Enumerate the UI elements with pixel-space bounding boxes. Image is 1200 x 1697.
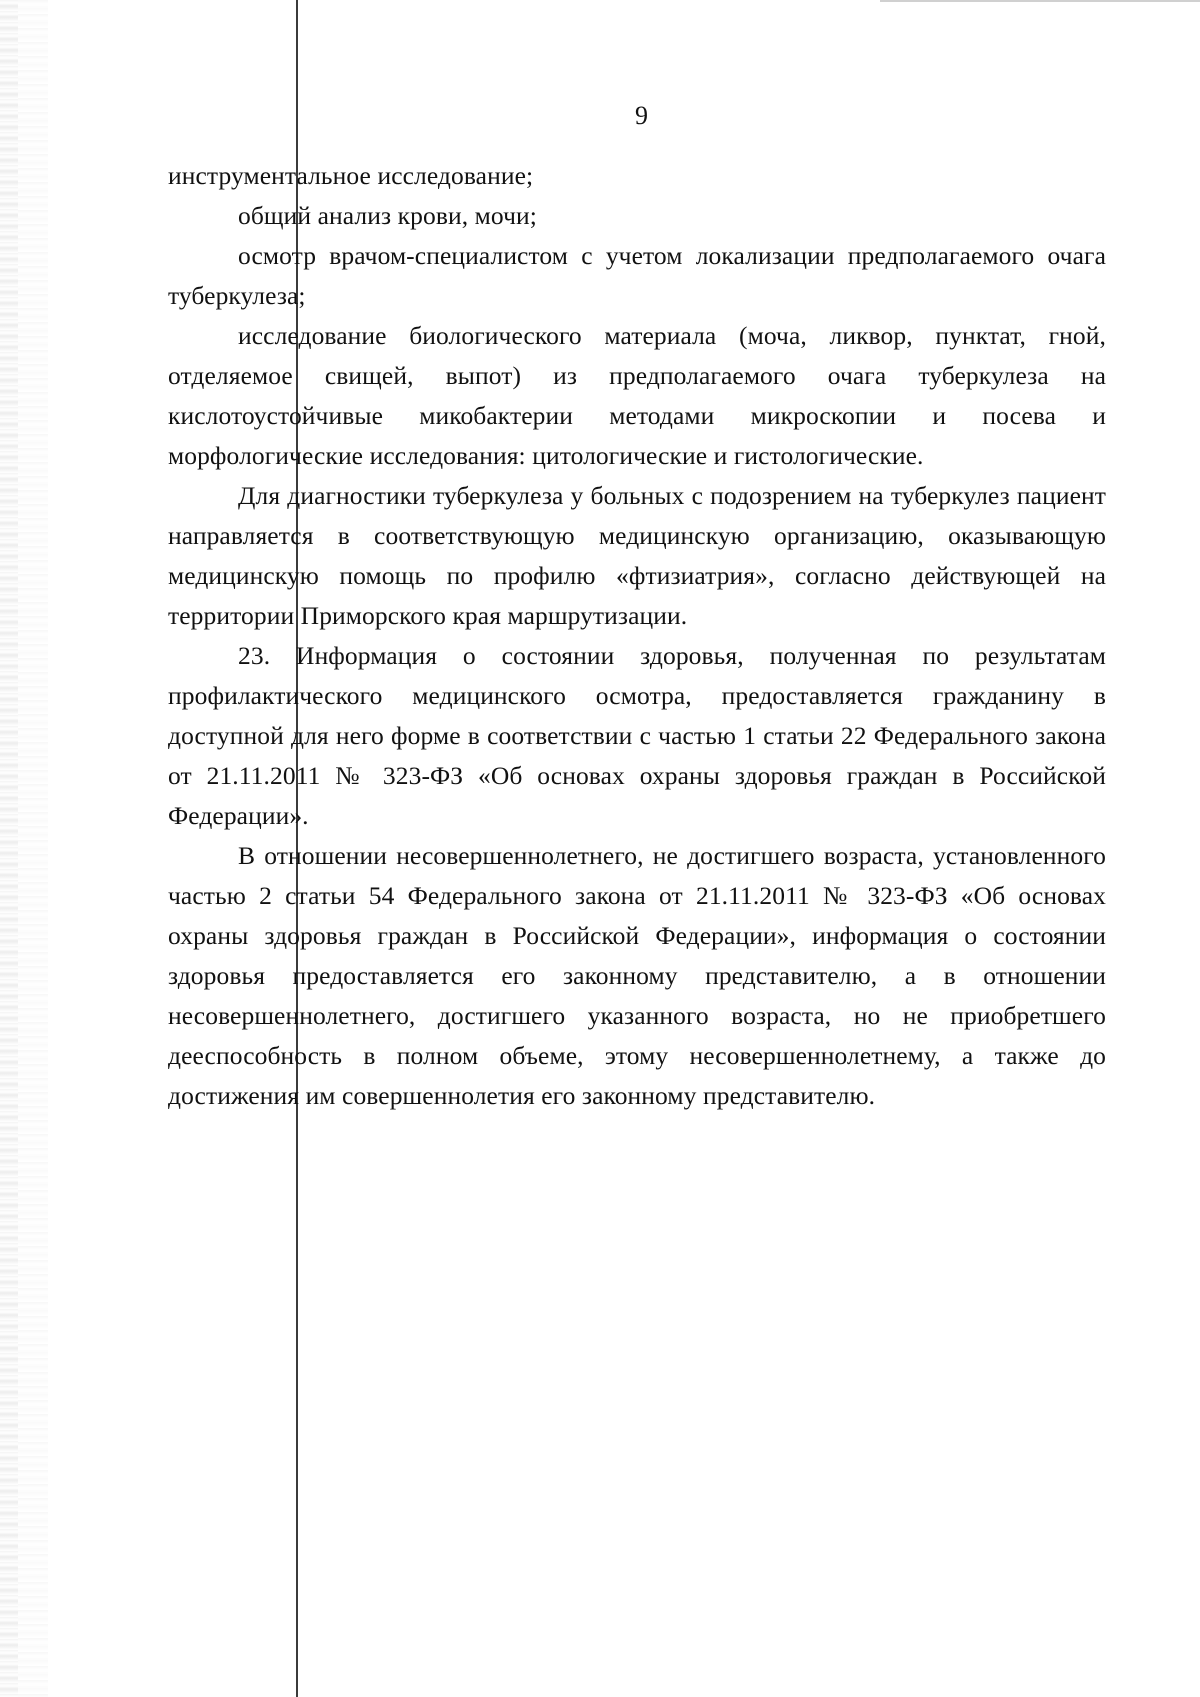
- paragraph-tuberculosis-diagnostics: Для диагностики туберкулеза у больных с подозрением на туберкулез пациент направляется в соответствующую медицинскую организацию, оказывающую медицинскую помощь по профилю «фтизиатрия», согласно действующей на территории Приморского края маршрутизации.: [168, 481, 1106, 630]
- scan-top-edge: [880, 0, 1200, 2]
- page-number: 9: [635, 101, 648, 130]
- paragraph-instrumental-study: инструментальное исследование;: [168, 161, 534, 190]
- paragraph-blood-urine-analysis: общий анализ крови, мочи;: [238, 201, 537, 230]
- paragraph-minor-health-information: В отношении несовершеннолетнего, не достигшего возраста, установленного частью 2 статьи 54 Федерального закона от 21.11.2011 № 323-ФЗ «Об основах охраны здоровья граждан в Российской Федерации», информация о состоянии здоровья предоставляется его законному представителю, а в отношении несовершеннолетнего, достигшего указанного возраста, но не приобретшего дееспособность в полном объеме, этому несовершеннолетнему, а также до достижения им совершеннолетия его законному представителю.: [168, 841, 1106, 1110]
- paragraph-23-health-information: 23. Информация о состоянии здоровья, полученная по результатам профилактического медицинского осмотра, предоставляется гражданину в доступной для него форме в соответствии с частью 1 статьи 22 Федерального закона от 21.11.2011 № 323-ФЗ «Об основах охраны здоровья граждан в Российской Федерации».: [168, 641, 1106, 830]
- document-body: [168, 156, 1106, 1116]
- scan-edge-noise: [0, 0, 18, 1697]
- scan-edge-shadow: [18, 0, 48, 1697]
- paragraph-biological-material-study: исследование биологического материала (моча, ликвор, пунктат, гной, отделяемое свищей, выпот) из предполагаемого очага туберкулеза на кислотоустойчивые микобактерии методами микроскопии и посева и морфологические исследования: цитологические и гистологические.: [168, 321, 1106, 470]
- paragraph-specialist-examination: осмотр врачом-специалистом с учетом локализации предполагаемого очага туберкулеза;: [168, 241, 1106, 310]
